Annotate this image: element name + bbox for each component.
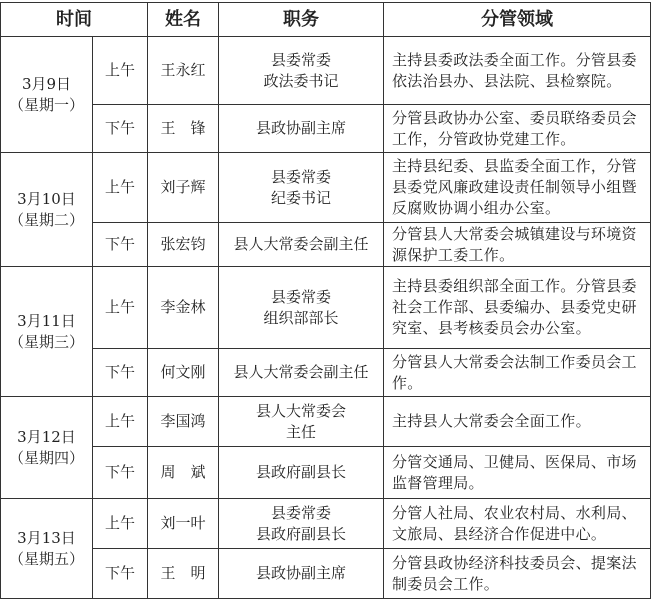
- responsibility-cell: 分管人社局、农业农村局、水利局、文旅局、县经济合作促进中心。: [384, 499, 651, 549]
- table-row: [1, 397, 651, 447]
- responsibility-cell: 主持县纪委、县监委全面工作，分管县委党风廉政建设责任制领导小组暨反腐败协调小组办公室。: [384, 153, 651, 223]
- table-row: [1, 267, 651, 349]
- date-cell: [1, 37, 93, 153]
- name-cell: 王永红: [148, 37, 219, 105]
- header-row: [1, 3, 651, 37]
- responsibility-cell: 主持县委政法委全面工作。分管县委依法治县办、县法院、县检察院。: [384, 37, 651, 105]
- position-line: 县人大常委会副主任: [233, 235, 369, 253]
- position-cell: [219, 153, 384, 223]
- position-cell: [219, 37, 384, 105]
- responsibility-cell: 分管县人大常委会法制工作委员会工作。: [384, 349, 651, 397]
- header-position: 职务: [219, 3, 384, 37]
- position-cell: [219, 499, 384, 549]
- responsibility-cell: 分管县人大常委会城镇建设与环境资源保护工委工作。: [384, 223, 651, 267]
- weekday-text: （星期三）: [8, 332, 84, 351]
- period-cell: 下午: [93, 447, 148, 499]
- weekday-text: （星期五）: [8, 549, 84, 568]
- schedule-table: [0, 2, 651, 599]
- position-line: 主任: [285, 422, 316, 441]
- period-cell: 下午: [93, 105, 148, 153]
- position-line: 县委常委: [270, 503, 331, 522]
- responsibility-cell: 分管交通局、卫健局、医保局、市场监督管理局。: [384, 447, 651, 499]
- position-cell: [219, 267, 384, 349]
- table-row: [1, 447, 651, 499]
- period-cell: 上午: [93, 499, 148, 549]
- period-cell: 下午: [93, 549, 148, 599]
- name-cell: 王 锋: [148, 105, 219, 153]
- position-line: 政法委书记: [263, 71, 339, 90]
- position-cell: [219, 549, 384, 599]
- date-cell: [1, 499, 93, 599]
- header-responsibility: 分管领域: [384, 3, 651, 37]
- date-text: 3月11日: [17, 311, 76, 330]
- position-cell: [219, 447, 384, 499]
- position-cell: [219, 349, 384, 397]
- position-line: 县政府副县长: [255, 463, 346, 481]
- date-cell: [1, 153, 93, 267]
- responsibility-cell: 主持县人大常委会全面工作。: [384, 397, 651, 447]
- name-cell: 李国鸿: [148, 397, 219, 447]
- position-line: 县人大常委会副主任: [233, 363, 369, 381]
- position-line: 县委常委: [270, 287, 331, 306]
- period-cell: 上午: [93, 153, 148, 223]
- name-cell: 王 明: [148, 549, 219, 599]
- date-text: 3月13日: [17, 528, 76, 547]
- name-cell: 刘子辉: [148, 153, 219, 223]
- table-row: [1, 105, 651, 153]
- weekday-text: （星期四）: [8, 448, 84, 467]
- responsibility-cell: 分管县政协办公室、委员联络委员会工作，分管政协党建工作。: [384, 105, 651, 153]
- name-cell: 刘一叶: [148, 499, 219, 549]
- name-cell: 周 斌: [148, 447, 219, 499]
- period-cell: 上午: [93, 397, 148, 447]
- table-row: [1, 223, 651, 267]
- weekday-text: （星期一）: [8, 95, 84, 114]
- table-row: [1, 549, 651, 599]
- table-row: [1, 349, 651, 397]
- header-time: 时间: [1, 3, 148, 37]
- name-cell: 李金林: [148, 267, 219, 349]
- date-text: 3月10日: [17, 189, 76, 208]
- date-cell: [1, 267, 93, 397]
- position-line: 县政协副主席: [255, 119, 346, 137]
- name-cell: 何文刚: [148, 349, 219, 397]
- period-cell: 上午: [93, 37, 148, 105]
- position-line: 县委常委: [270, 50, 331, 69]
- date-text: 3月9日: [21, 74, 72, 93]
- position-line: 县人大常委会: [255, 401, 346, 420]
- position-line: 县委常委: [270, 167, 331, 186]
- period-cell: 下午: [93, 349, 148, 397]
- position-line: 纪委书记: [270, 188, 331, 207]
- period-cell: 上午: [93, 267, 148, 349]
- position-cell: [219, 223, 384, 267]
- position-line: 组织部部长: [263, 308, 339, 327]
- header-name: 姓名: [148, 3, 219, 37]
- date-cell: [1, 397, 93, 499]
- position-line: 县政府副县长: [255, 524, 346, 543]
- date-text: 3月12日: [17, 427, 76, 446]
- name-cell: 张宏钧: [148, 223, 219, 267]
- table-row: [1, 499, 651, 549]
- responsibility-cell: 分管县政协经济科技委员会、提案法制委员会工作。: [384, 549, 651, 599]
- position-cell: [219, 105, 384, 153]
- table-row: [1, 37, 651, 105]
- position-cell: [219, 397, 384, 447]
- responsibility-cell: 主持县委组织部全面工作。分管县委社会工作部、县委编办、县委党史研究室、县考核委员会办公室。: [384, 267, 651, 349]
- position-line: 县政协副主席: [255, 564, 346, 582]
- period-cell: 下午: [93, 223, 148, 267]
- table-row: [1, 153, 651, 223]
- weekday-text: （星期二）: [8, 210, 84, 229]
